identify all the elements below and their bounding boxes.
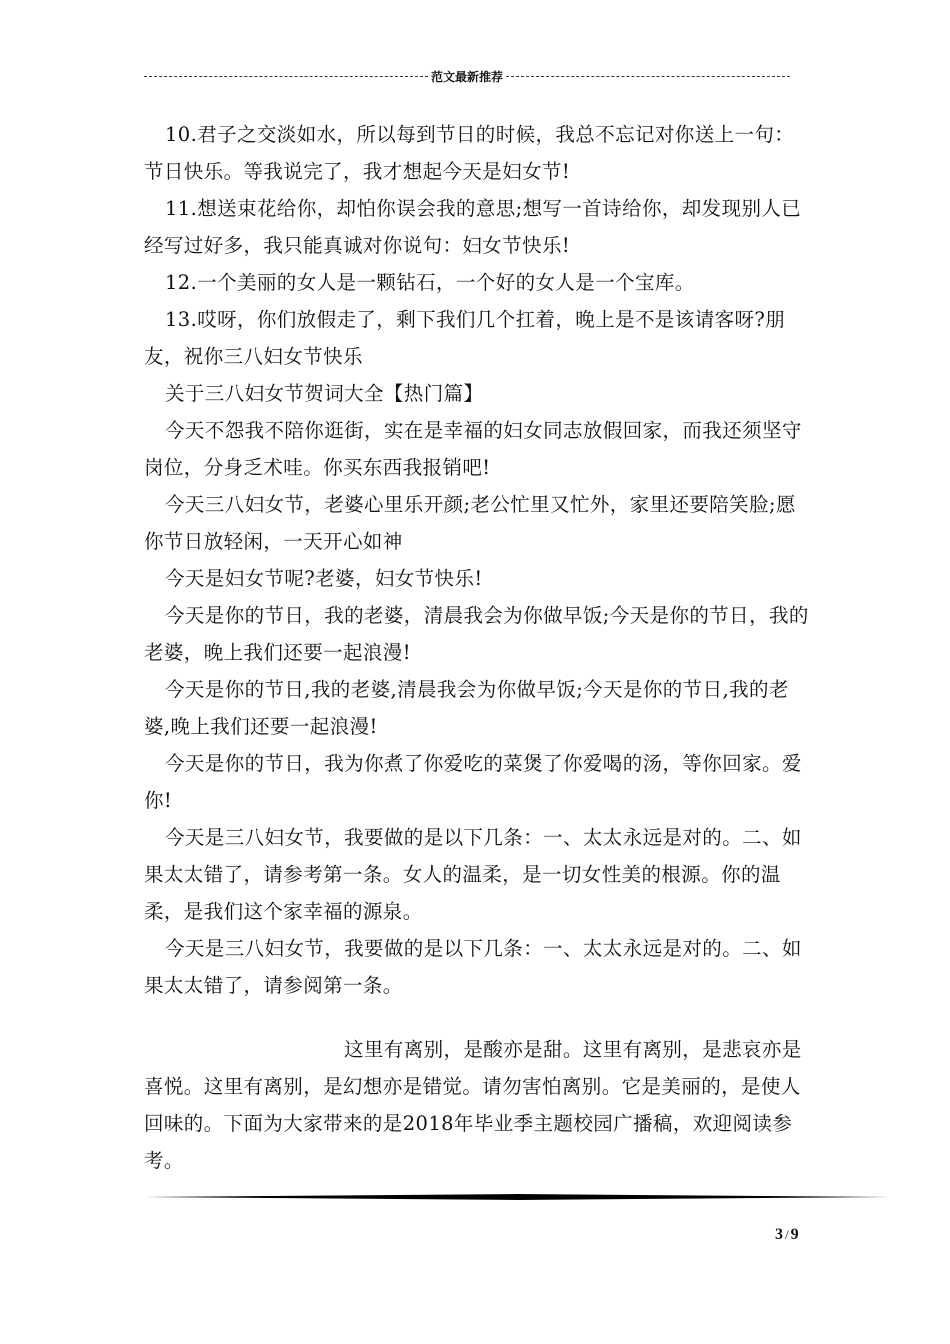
paragraph: 10.君子之交淡如水，所以每到节日的时候，我总不忘记对你送上一句：节日快乐。等我说完了，我才想起今天是妇女节! xyxy=(144,123,795,183)
header-title: 范文最新推荐 xyxy=(431,69,504,84)
intro-block xyxy=(144,1031,810,1179)
current-page: 3 xyxy=(775,1226,783,1243)
paragraph: 今天是妇女节呢?老婆，妇女节快乐! xyxy=(165,567,483,590)
header-dash-left xyxy=(144,76,428,77)
paragraph: 今天是你的节日，我为你煮了你爱吃的菜煲了你爱喝的汤，等你回家。爱你! xyxy=(144,752,802,812)
body-text xyxy=(144,116,810,1004)
intro-paragraph: 这里有离别，是酸亦是甜。这里有离别，是悲哀亦是喜悦。这里有离别，是幻想亦是错觉。请勿害怕离别。它是美丽的，是使人回味的。下面为大家带来的是2018年毕业季主题校园广播稿，欢迎阅读参考。 xyxy=(144,1038,802,1172)
footer-rule xyxy=(144,1194,890,1200)
paragraph: 今天是三八妇女节，我要做的是以下几条：一、太太永远是对的。二、如果太太错了，请参阅第一条。 xyxy=(144,937,802,997)
page-number xyxy=(775,1226,799,1244)
header-dash-right xyxy=(506,76,790,77)
paragraph: 12.一个美丽的女人是一颗钻石，一个好的女人是一个宝库。 xyxy=(165,271,695,294)
paragraph: 今天是你的节日,我的老婆,清晨我会为你做早饭;今天是你的节日,我的老婆,晚上我们还要一起浪漫! xyxy=(144,678,789,738)
page-separator: / xyxy=(785,1227,789,1242)
paragraph: 今天是三八妇女节，我要做的是以下几条：一、太太永远是对的。二、如果太太错了，请参考第一条。女人的温柔，是一切女性美的根源。你的温柔，是我们这个家幸福的源泉。 xyxy=(144,826,802,923)
paragraph: 今天不怨我不陪你逛街，实在是幸福的妇女同志放假回家，而我还须坚守岗位，分身乏术哇。你买东西我报销吧! xyxy=(144,419,802,479)
paragraph: 13.哎呀，你们放假走了，剩下我们几个扛着，晚上是不是该请客呀?朋友，祝你三八妇女节快乐 xyxy=(144,308,786,368)
section-heading: 关于三八妇女节贺词大全【热门篇】 xyxy=(165,382,484,405)
page-header xyxy=(144,66,790,86)
paragraph: 今天是你的节日，我的老婆，清晨我会为你做早饭;今天是你的节日，我的老婆，晚上我们还要一起浪漫! xyxy=(144,604,809,664)
paragraph: 今天三八妇女节，老婆心里乐开颜;老公忙里又忙外，家里还要陪笑脸;愿你节日放轻闲，一天开心如神 xyxy=(144,493,796,553)
paragraph: 11.想送束花给你，却怕你误会我的意思;想写一首诗给你，却发现别人已经写过好多，我只能真诚对你说句：妇女节快乐! xyxy=(144,197,802,257)
total-pages: 9 xyxy=(790,1226,799,1243)
